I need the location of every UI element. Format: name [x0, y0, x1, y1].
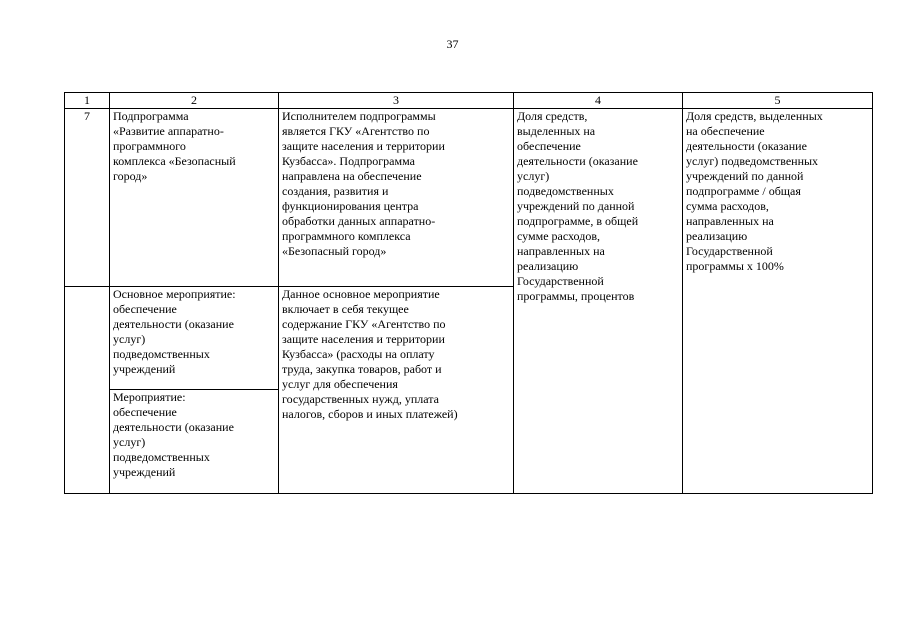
formula-text: Доля средств, выделенных на обеспечение деятельности (оказание услуг) подведомственных учреждений по данной подпрограмме / общая сумма расходов, направленных на реализацию Государственной программы x 100% [686, 109, 823, 273]
activity-name-cell [110, 390, 279, 494]
indicator-text: Доля средств, выделенных на обеспечение деятельности (оказание услуг) подведомственных учреждений по данной подпрограмме, в общей сумме расходов, направленных на реализацию Государственной программы, процентов [517, 109, 639, 303]
column-header: 1 [65, 93, 110, 109]
main-activity-description: Данное основное мероприятие включает в себя текущее содержание ГКУ «Агентство по защите населения и территории Кузбасса» (расходы на оплату труда, закупка товаров, работ и услуг для обеспечения государственных нужд, уплата налогов, сборов и иных платежей) [282, 287, 458, 421]
table-row [65, 109, 873, 287]
main-activity-description-cell [279, 287, 514, 494]
column-header: 2 [110, 93, 279, 109]
empty-number-cell [65, 287, 110, 494]
subprogram-description: Исполнителем подпрограммы является ГКУ «Агентство по защите населения и территории Кузбасса». Подпрограмма направлена на обеспечение создания, развития и функционирования центра обработки данных аппаратно- программного комплекса «Безопасный город» [282, 109, 445, 258]
page-number: 37 [446, 37, 459, 51]
row-number-cell: 7 [65, 109, 110, 287]
main-activity-name-cell [110, 287, 279, 390]
column-header: 4 [514, 93, 683, 109]
main-activity-name: Основное мероприятие: обеспечение деятельности (оказание услуг) подведомственных учреждений [113, 287, 236, 376]
column-header: 5 [683, 93, 873, 109]
subprogram-description-cell [279, 109, 514, 287]
formula-cell [683, 109, 873, 494]
table-header-row [65, 93, 873, 109]
indicator-cell [514, 109, 683, 494]
indicators-table [64, 92, 873, 494]
column-header: 3 [279, 93, 514, 109]
subprogram-name: Подпрограмма «Развитие аппаратно- программного комплекса «Безопасный город» [113, 109, 236, 183]
subprogram-name-cell [110, 109, 279, 287]
activity-name: Мероприятие: обеспечение деятельности (оказание услуг) подведомственных учреждений [113, 390, 234, 479]
